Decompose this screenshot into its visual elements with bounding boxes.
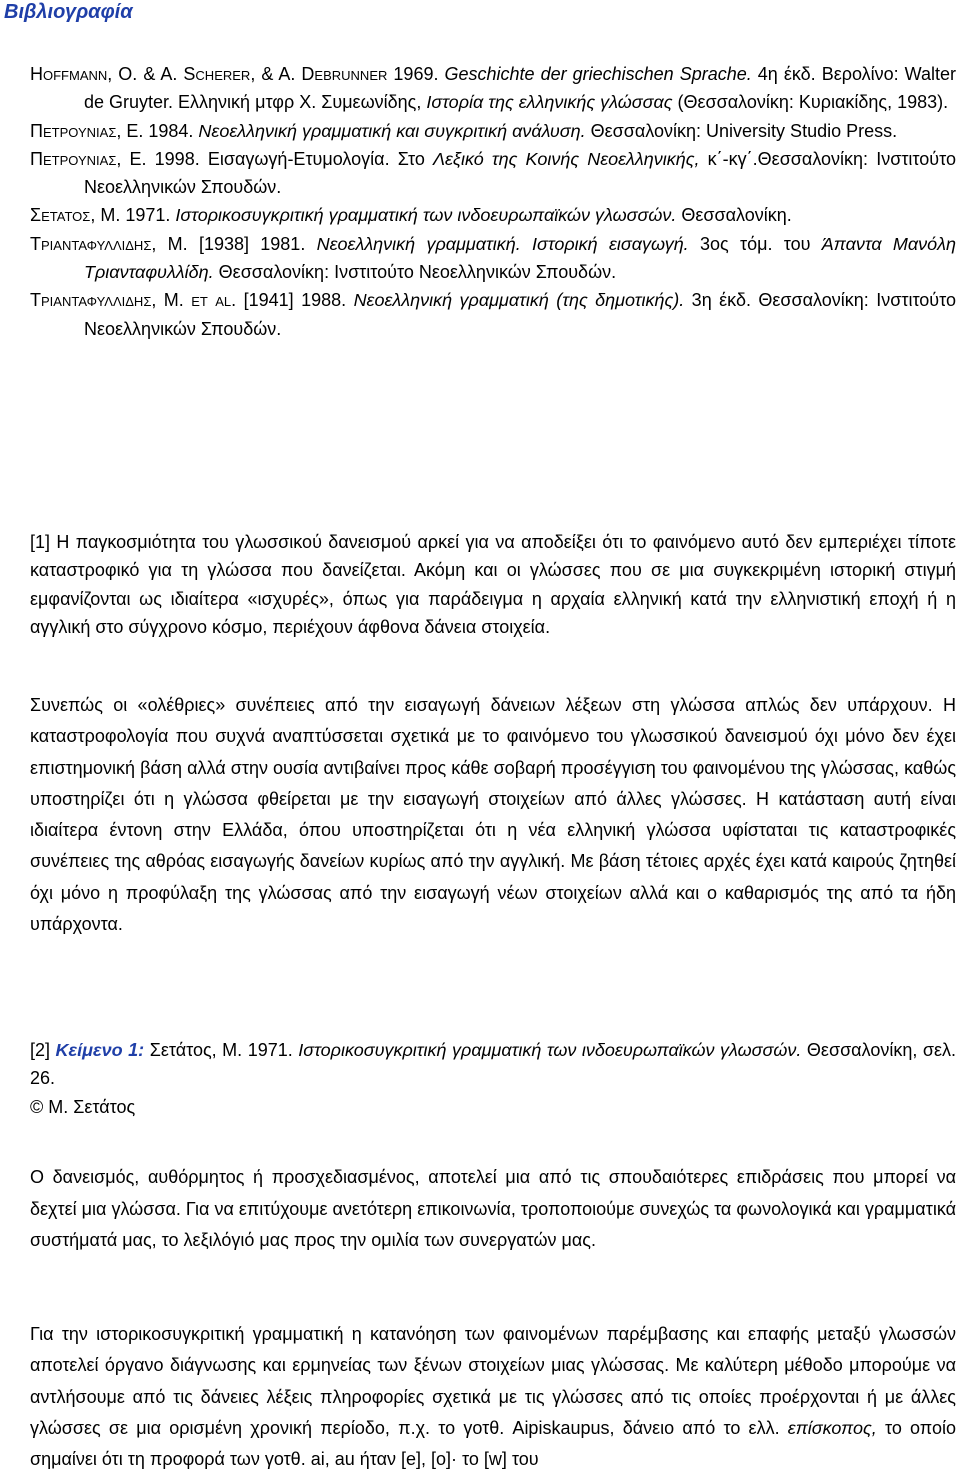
entry-title: Νεοελληνική γραμματική και συγκριτική ανάλυση.	[198, 120, 586, 141]
entry-year: , Μ. 1971.	[90, 205, 176, 226]
entry-title: Λεξικό της Κοινής Νεοελληνικής,	[433, 148, 700, 169]
entry-author: Hoffmann, O. & A. Scherer, & A. Debrunner	[30, 64, 388, 84]
source-author: Σετάτος, Μ. 1971.	[144, 1040, 299, 1060]
entry-author: Τριανταφυλλιδης	[30, 290, 152, 311]
entry-et-al: et al	[191, 290, 232, 311]
entry-publisher: κ΄-κγ΄.Θεσσαλονίκη: Ινστιτούτο Νεοελληνικών Σπουδών.	[84, 148, 957, 198]
bibliography-list	[30, 60, 956, 343]
entry-title: Νεοελληνική γραμματική (της δημοτικής).	[353, 290, 685, 311]
entry-publisher: Θεσσαλονίκη: University Studio Press.	[585, 120, 898, 141]
paragraph-italic-word: επίσκοπος,	[787, 1417, 877, 1438]
entry-title: Geschichte der griechischen Sprache.	[444, 64, 752, 84]
entry-author: Πετρουνιας	[30, 148, 117, 169]
bibliography-entry-hoffmann	[30, 60, 956, 117]
source-place: Θεσσαλονίκη, σελ. 26.	[30, 1040, 956, 1089]
bibliography-entry-petrounias-1984	[30, 117, 956, 145]
bibliography-entry-petrounias-1998	[30, 145, 956, 202]
entry-publisher: Θεσσαλονίκη.	[676, 205, 792, 226]
entry-title: Ιστορικοσυγκριτική γραμματική των ινδοευρωπαϊκών γλωσσών.	[175, 205, 677, 226]
body-paragraph-comparative	[30, 1319, 956, 1475]
entry-volume: 3ος τόμ. του	[688, 233, 822, 254]
bibliography-entry-setatos	[30, 201, 956, 229]
footnote-number: [2]	[30, 1040, 56, 1060]
body-paragraph-consequences: Συνεπώς οι «ολέθριες» συνέπειες από την εισαγωγή δάνειων λέξεων στη γλώσσα απλώς δεν υπάρχουν. Η καταστροφολογία που συχνά αναπτύσσεται σχετικά με το φαινόμενο του γλωσσικού δανεισμού όχι μόνο δεν έχει επιστημονική βάση αλλά στην ουσία αντιβαίνει προς κάθε σοβαρή προσέγγιση του φαινομένου της γλώσσας, καθώς υποστηρίζει ότι η γλώσσα φθείρεται με την εισαγωγή στοιχείων από άλλες γλώσσες. Η κατάσταση αυτή είναι ιδιαίτερα έντονη στην Ελλάδα, όπου υποστηρίζεται ότι η νέα ελληνική γλώσσα υφίσταται τις καταστροφικές συνέπειες της αθρόας εισαγωγής δανείων κυρίως από την αγγλική. Με βάση τέτοιες αρχές έχει κατά καιρούς ζητηθεί όχι μόνο η προφύλαξη της γλώσσας από την εισαγωγή νέων στοιχείων αλλά και ο καθαρισμός της από τα ήδη υπάρχοντα.	[30, 695, 956, 935]
entry-year: , Ε. 1984.	[116, 120, 199, 141]
bibliography-entry-triantafyllidis-1981	[30, 230, 956, 287]
bibliography-entry-triantafyllidis-1988	[30, 286, 956, 343]
entry-author: Πετρουνιας	[30, 120, 117, 141]
paragraph-text: Για την ιστορικοσυγκριτική γραμματική η κατανόηση των φαινομένων παρέμβασης και επαφής μεταξύ γλωσσών αποτελεί όργανο διάγνωσης και ερμηνείας των ξένων στοιχείων μιας γλώσσας. Με καλύτερη μέθοδο μπορούμε να αντλήσουμε από τις δάνειες λέξεις πληροφορίες σχετικά με τις γλώσσες από τις οποίες προέρχονται ή με άλλες γλώσσες σε μια ορισμένη χρονική περίοδο, π.χ. το γοτθ. Aipiskaupus, δάνειο από το ελλ.	[30, 1324, 956, 1438]
entry-year: , Μ. [1938] 1981.	[151, 233, 317, 254]
entry-initial: , Μ.	[151, 290, 192, 311]
entry-publisher: 4η έκδ. Βερολίνο: Walter de Gruyter. Ελληνική μτφρ Χ. Συμεωνίδης,	[84, 64, 957, 113]
entry-series-title: Άπαντα Μανόλη Τριανταφυλλίδη.	[84, 233, 956, 283]
entry-year: . [1941] 1988.	[231, 290, 354, 311]
entry-title: Νεοελληνική γραμματική. Ιστορική εισαγωγή.	[316, 233, 689, 254]
entry-publisher: 3η έκδ. Θεσσαλονίκη: Ινστιτούτο Νεοελληνικών Σπουδών.	[84, 290, 957, 339]
source-label: Κείμενο 1:	[55, 1040, 145, 1060]
entry-title-translation: Ιστορία της ελληνικής γλώσσας	[426, 92, 673, 113]
entry-year: , Ε. 1998. Εισαγωγή-Ετυμολογία. Στο	[116, 148, 434, 169]
section-heading: Βιβλιογραφία	[4, 1, 133, 23]
paragraph-text-end: το οποίο σημαίνει ότι τη προφορά των γοτθ. ai, au ήταν [e], [o]· το [w] του	[30, 1417, 956, 1470]
entry-author: Σετατος	[30, 205, 91, 226]
footnote-2	[30, 1036, 956, 1121]
entry-year: 1969.	[387, 64, 445, 84]
copyright-line: © Μ. Σετάτος	[30, 1096, 136, 1117]
entry-publisher: Θεσσαλονίκη: Ινστιτούτο Νεοελληνικών Σπουδών.	[213, 262, 617, 283]
source-title: Ιστορικοσυγκριτική γραμματική των ινδοευρωπαϊκών γλωσσών.	[298, 1040, 802, 1060]
footnote-1: [1] Η παγκοσμιότητα του γλωσσικού δανεισμού αρκεί για να αποδείξει ότι το φαινόμενο αυτό δεν εμπεριέχει τίποτε καταστροφικό για τη γλώσσα που δανείζεται. Ακόμη και οι γλώσσες που σε μια συγκεκριμένη ιστορική στιγμή εμφανίζονται ως ιδιαίτερα «ισχυρές», όπως για παράδειγμα η αρχαία ελληνική κατά την ελληνιστική εποχή ή η αγγλική στο σύγχρονο κόσμο, περιέχουν άφθονα δάνεια στοιχεία.	[30, 532, 956, 637]
entry-author: Τριανταφυλλιδης	[30, 233, 152, 254]
body-paragraph-borrowing: Ο δανεισμός, αυθόρμητος ή προσχεδιασμένος, αποτελεί μια από τις σπουδαιότερες επιδράσεις που μπορεί να δεχτεί μια γλώσσα. Για να επιτύχουμε ανετότερη επικοινωνία, τροποποιούμε συνεχώς τα φωνολογικά και γραμματικά συστήματά μας, το λεξιλόγιό μας προς την ομιλία των συνεργατών μας.	[30, 1167, 956, 1250]
entry-publisher-translation: (Θεσσαλονίκη: Κυριακίδης, 1983).	[672, 92, 949, 113]
